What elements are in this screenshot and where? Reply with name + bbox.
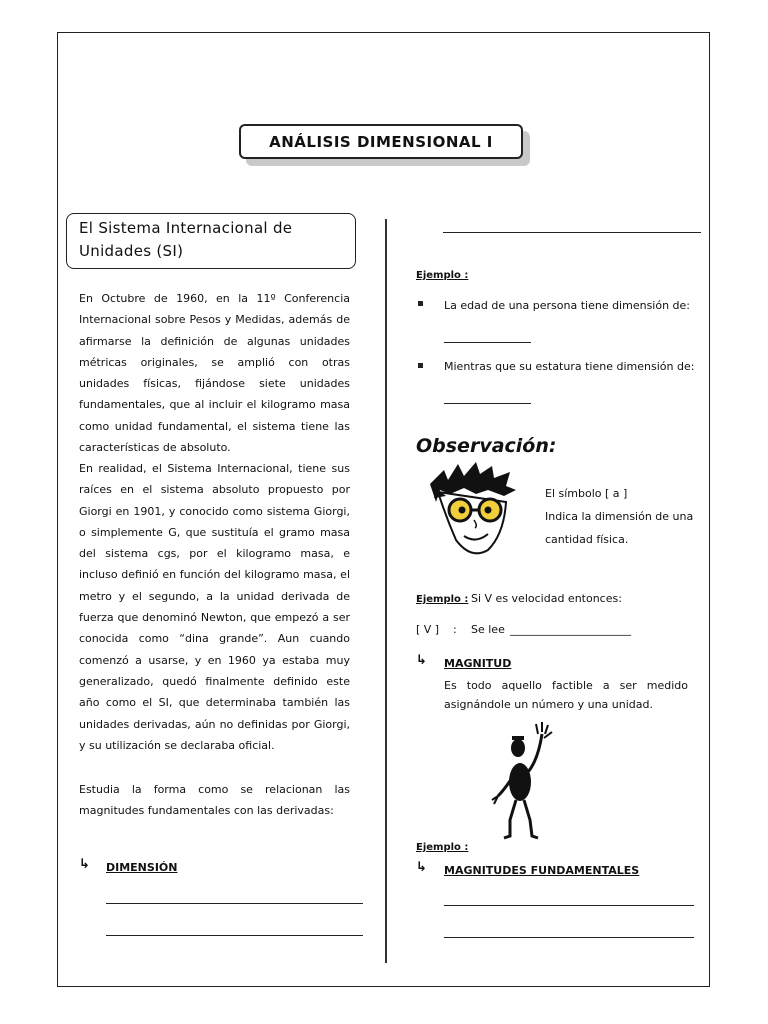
section-heading-line2: Unidades (SI) <box>79 242 184 260</box>
magnitud-heading: MAGNITUD <box>444 657 512 670</box>
bullet-text: La edad de una persona tiene dimensión de: <box>444 299 691 312</box>
answer-line <box>444 342 531 343</box>
waving-figure-icon <box>486 720 556 840</box>
arrow-icon: ↳ <box>416 860 427 875</box>
symbol-text-3: cantidad física. <box>545 533 629 546</box>
bullet-icon <box>418 363 423 368</box>
section-heading-line1: El Sistema Internacional de <box>79 219 293 237</box>
answer-line <box>444 937 694 938</box>
dimension-heading: DIMENSIÓN <box>106 861 178 874</box>
fundamentales-heading: MAGNITUDES FUNDAMENTALES <box>444 864 640 877</box>
answer-line <box>444 905 694 906</box>
answer-line <box>444 403 531 404</box>
answer-line <box>106 935 363 936</box>
symbol-text-2: Indica la dimensión de una <box>545 510 694 523</box>
section-heading <box>66 213 356 269</box>
v-symbol: [ V ] <box>416 623 440 636</box>
v-blank: ______________________ <box>510 623 631 636</box>
ejemplo-label: Ejemplo : <box>416 594 469 605</box>
page-title: ANÁLISIS DIMENSIONAL I <box>239 124 523 159</box>
magnitud-text: Es todo aquello factible a ser medido asignándole un número y una unidad. <box>444 679 688 711</box>
bullet-icon <box>418 301 423 306</box>
answer-line <box>443 232 701 233</box>
paragraph-1: En Octubre de 1960, en la 11º Conferencia Internacional sobre Pesos y Medidas, además de afirmarse la definición de algunas unidades métricas originales, se amplió con otras unidades físicas, fijándose siete unidades fundamentales, que al incluir el kilogramo masa como unidad fundamental, el sistema tiene las características de absoluto. <box>79 292 350 455</box>
bullet-text: Mientras que su estatura tiene dimensión de: <box>444 360 695 373</box>
paragraph-2: En realidad, el Sistema Internacional, tiene sus raíces en el sistema absoluto propuesto por Giorgi en 1901, y conocido como sistema Giorgi, o simplemente G, que sustituía el gramo masa del sistema cgs, por el kilogramo masa, e incluso definió en función del kilogramo masa, el metro y el segundo, a la unidad derivada de fuerza que denominó Newton, que empezó a ser conocida como “dina grande”. Aun cuando comenzó a usarse, y en 1960 ya estaba muy generalizado, quedó finalmente definido este año como el SI, que determinaba también las unidades derivadas, aún no definidas por Giorgi, y su utilización se declaraba oficial. <box>79 462 350 752</box>
symbol-text-1: El símbolo [ a ] <box>545 487 628 500</box>
cartoon-face-icon <box>426 462 518 562</box>
arrow-icon: ↳ <box>79 857 90 872</box>
ejemplo-text: Si V es velocidad entonces: <box>471 592 622 605</box>
v-text: Se lee <box>471 623 505 636</box>
observacion-heading: Observación: <box>416 435 557 457</box>
answer-line <box>106 903 363 904</box>
v-colon: : <box>453 623 457 636</box>
arrow-icon: ↳ <box>416 653 427 668</box>
ejemplo-label: Ejemplo : <box>416 270 469 281</box>
column-divider <box>385 219 387 963</box>
ejemplo-label: Ejemplo : <box>416 842 469 853</box>
paragraph-3: Estudia la forma como se relacionan las magnitudes fundamentales con las derivadas: <box>79 783 350 818</box>
